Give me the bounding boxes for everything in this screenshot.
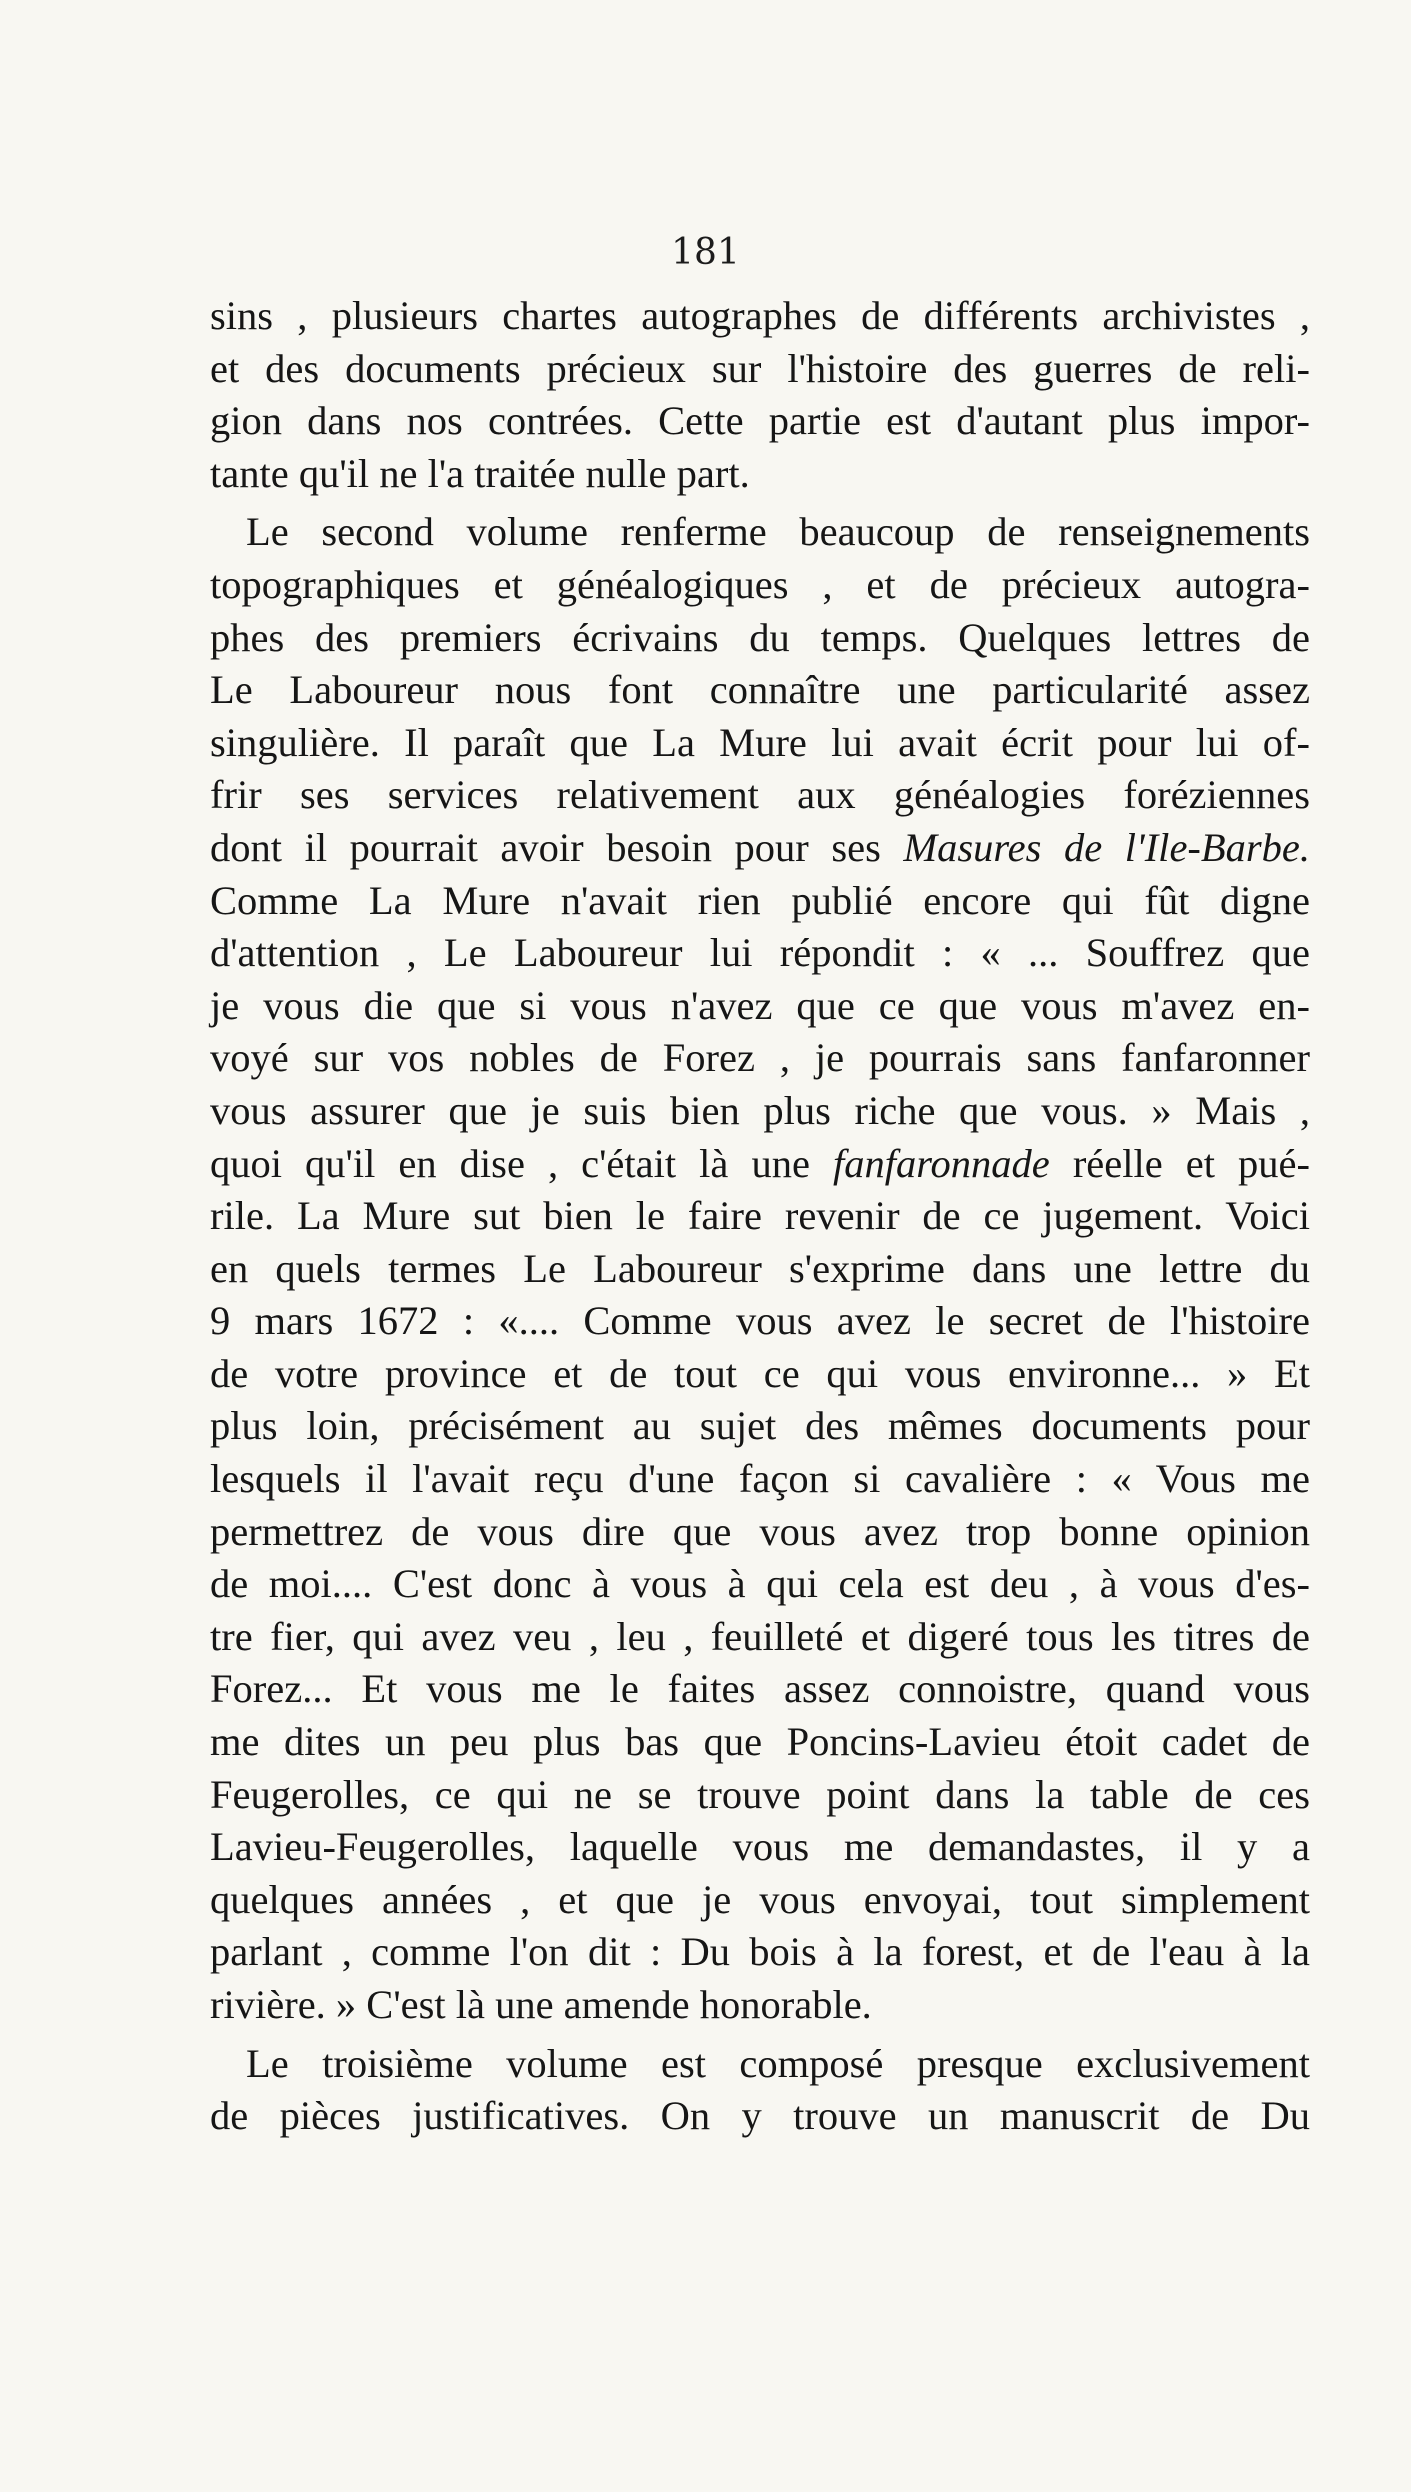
text-line: lesquels il l'avait reçu d'une façon si cavalière : « Vous me bbox=[210, 1456, 1310, 1502]
text-line: sins , plusieurs chartes autographes de différents archivistes , bbox=[210, 293, 1310, 338]
text-line: Forez... Et vous me le faites assez connoistre, quand vous bbox=[210, 1666, 1310, 1712]
text-line: topographiques et généalogiques , et de précieux autogra- bbox=[210, 561, 1310, 607]
text-line-with-italic bbox=[210, 1138, 1310, 1191]
text-line: je vous die que si vous n'avez que ce que vous m'avez en- bbox=[210, 982, 1310, 1028]
page-number: 181 bbox=[671, 232, 740, 273]
text-line: voyé sur vos nobles de Forez , je pourrais sans fanfaronner bbox=[210, 1035, 1310, 1081]
text-line: rile. La Mure sut bien le faire revenir de ce jugement. Voici bbox=[210, 1193, 1310, 1239]
text-fragment: dont il pourrait avoir besoin pour ses bbox=[210, 824, 881, 870]
text-line: singulière. Il paraît que La Mure lui avait écrit pour lui of- bbox=[210, 719, 1310, 765]
text-line: et des documents précieux sur l'histoire des guerres de reli- bbox=[210, 345, 1310, 391]
text-line: 9 mars 1672 : «.... Comme vous avez le secret de l'histoire bbox=[210, 1298, 1310, 1344]
text-line: Comme La Mure n'avait rien publié encore qui fût digne bbox=[210, 877, 1310, 923]
text-line: Le second volume renferme beaucoup de renseignements bbox=[246, 509, 1310, 555]
text-line: tre fier, qui avez veu , leu , feuilleté et digeré tous les titres de bbox=[210, 1613, 1310, 1659]
text-fragment: quoi qu'il en dise , c'était là une bbox=[210, 1140, 810, 1186]
italic-book-title: Masures de l'Ile-Barbe. bbox=[903, 824, 1311, 870]
text-line: frir ses services relativement aux généalogies foréziennes bbox=[210, 772, 1310, 818]
text-line: parlant , comme l'on dit : Du bois à la forest, et de l'eau à la bbox=[210, 1929, 1310, 1975]
text-line: tante qu'il ne l'a traitée nulle part. bbox=[210, 450, 750, 496]
text-line: vous assurer que je suis bien plus riche que vous. » Mais , bbox=[210, 1087, 1310, 1133]
text-line: Feugerolles, ce qui ne se trouve point dans la table de ces bbox=[210, 1771, 1310, 1817]
text-line: de moi.... C'est donc à vous à qui cela est deu , à vous d'es- bbox=[210, 1561, 1310, 1607]
text-line-with-title bbox=[210, 822, 1310, 875]
text-line: de votre province et de tout ce qui vous environne... » Et bbox=[210, 1350, 1310, 1396]
text-line: quelques années , et que je vous envoyai, tout simplement bbox=[210, 1876, 1310, 1922]
text-line: d'attention , Le Laboureur lui répondit : « ... Souffrez que bbox=[210, 930, 1310, 976]
italic-word: fanfaronnade bbox=[833, 1140, 1050, 1186]
text-fragment: réelle et pué- bbox=[1072, 1140, 1311, 1186]
text-line: permettrez de vous dire que vous avez trop bonne opinion bbox=[210, 1508, 1310, 1554]
text-line: Le Laboureur nous font connaître une particularité assez bbox=[210, 667, 1310, 713]
text-line: plus loin, précisément au sujet des mêmes documents pour bbox=[210, 1403, 1310, 1449]
text-line: Le troisième volume est composé presque exclusivement bbox=[246, 2040, 1310, 2086]
text-line: en quels termes Le Laboureur s'exprime dans une lettre du bbox=[210, 1245, 1310, 1291]
text-line: Lavieu-Feugerolles, laquelle vous me demandastes, il y a bbox=[210, 1824, 1310, 1870]
text-line: phes des premiers écrivains du temps. Quelques lettres de bbox=[210, 614, 1310, 660]
text-line: de pièces justificatives. On y trouve un manuscrit de Du bbox=[210, 2093, 1310, 2139]
text-line: rivière. » C'est là une amende honorable. bbox=[210, 1982, 872, 2027]
text-line: me dites un peu plus bas que Poncins-Lavieu étoit cadet de bbox=[210, 1719, 1310, 1765]
text-line: gion dans nos contrées. Cette partie est d'autant plus impor- bbox=[210, 398, 1310, 444]
body-text bbox=[210, 290, 1310, 2143]
